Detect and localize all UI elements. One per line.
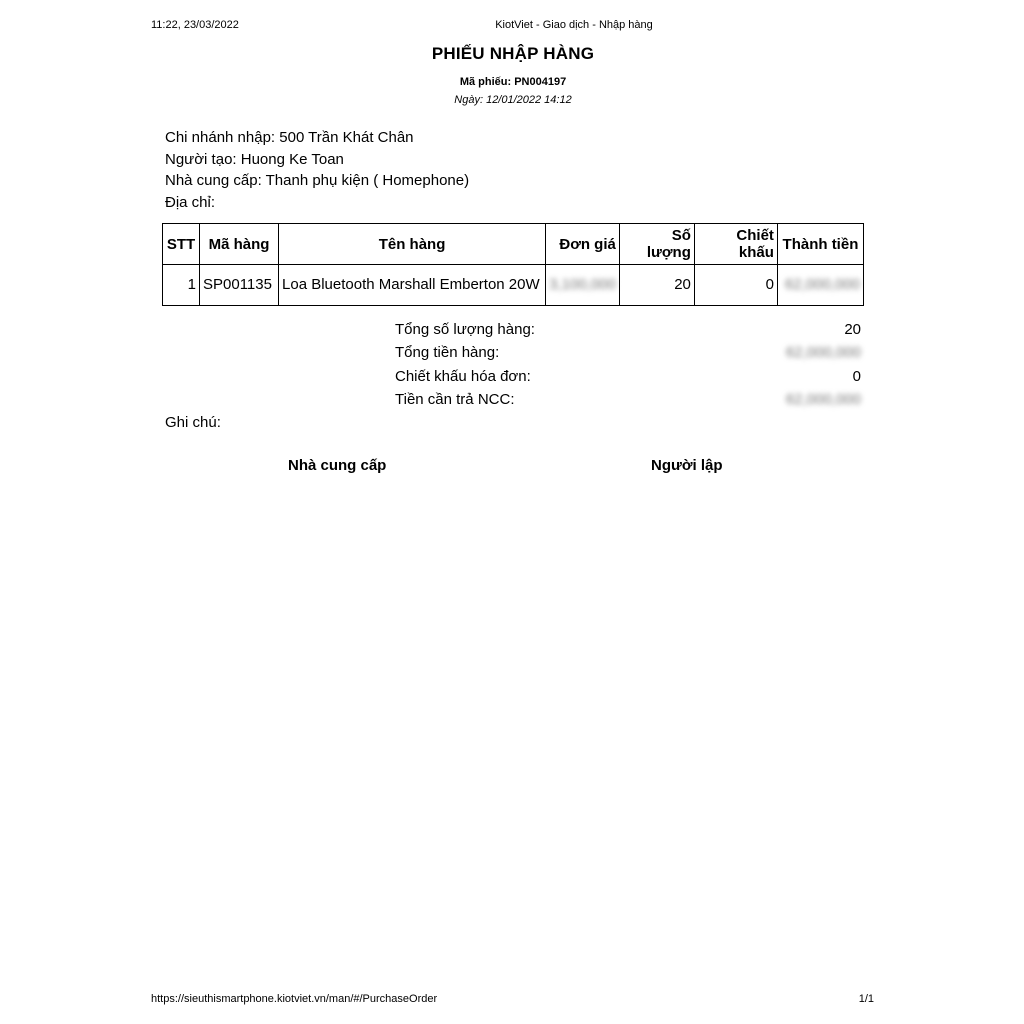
subtotal-label: Tổng tiền hàng: (395, 344, 500, 361)
header-quantity-line1: Số (671, 227, 691, 244)
print-page-number: 1/1 (858, 993, 874, 1005)
table-header-row (163, 224, 864, 265)
supplier-line: Nhà cung cấp: Thanh phụ kiện ( Homephone) (165, 172, 470, 189)
cell-discount: 0 (694, 265, 777, 306)
cell-unit-price (546, 265, 620, 306)
header-discount-line1: Chiết (736, 227, 774, 244)
header-total: Thành tiền (777, 224, 863, 265)
cell-stt: 1 (163, 265, 200, 306)
header-unit-price: Đơn giá (546, 224, 620, 265)
header-quantity (619, 224, 694, 265)
header-name: Tên hàng (279, 224, 546, 265)
invoice-discount-label: Chiết khấu hóa đơn: (395, 368, 531, 385)
cell-quantity: 20 (619, 265, 694, 306)
document-title: PHIẾU NHẬP HÀNG (431, 44, 595, 63)
document-code: Mã phiếu: PN004197 (459, 76, 567, 88)
payable-label: Tiền cần trả NCC: (395, 391, 515, 408)
print-page-title: KiotViet - Giao dịch - Nhập hàng (495, 19, 653, 31)
subtotal-value-wrap (786, 344, 861, 361)
creator-line: Người tạo: Huong Ke Toan (165, 151, 344, 168)
supplier-signature-label: Nhà cung cấp (288, 457, 387, 474)
payable-value: 62,000,000 (785, 391, 861, 408)
line-total-value: 62,000,000 (784, 276, 860, 293)
header-discount (694, 224, 777, 265)
branch-line: Chi nhánh nhập: 500 Trần Khát Chân (165, 129, 414, 146)
cell-name: Loa Bluetooth Marshall Emberton 20W (279, 265, 546, 306)
total-quantity-value: 20 (844, 321, 861, 338)
header-quantity-line2: lượng (646, 244, 691, 261)
invoice-discount-value: 0 (852, 368, 861, 385)
address-line: Địa chỉ: (165, 194, 216, 211)
payable-value-wrap (786, 391, 861, 408)
print-datetime: 11:22, 23/03/2022 (151, 19, 239, 31)
table-row (163, 265, 864, 306)
items-table (162, 223, 864, 306)
unit-price-value: 3,100,000 (549, 276, 616, 293)
print-url: https://sieuthismartphone.kiotviet.vn/man/#/PurchaseOrder (151, 993, 438, 1005)
total-quantity-label: Tổng số lượng hàng: (395, 321, 535, 338)
subtotal-value: 62,000,000 (785, 344, 861, 361)
cell-code: SP001135 (200, 265, 279, 306)
cell-total (777, 265, 863, 306)
header-discount-line2: khấu (738, 244, 774, 261)
header-code: Mã hàng (200, 224, 279, 265)
header-stt: STT (163, 224, 200, 265)
document-date: Ngày: 12/01/2022 14:12 (454, 94, 572, 106)
creator-signature-label: Người lập (651, 457, 723, 474)
note-label: Ghi chú: (165, 414, 221, 431)
